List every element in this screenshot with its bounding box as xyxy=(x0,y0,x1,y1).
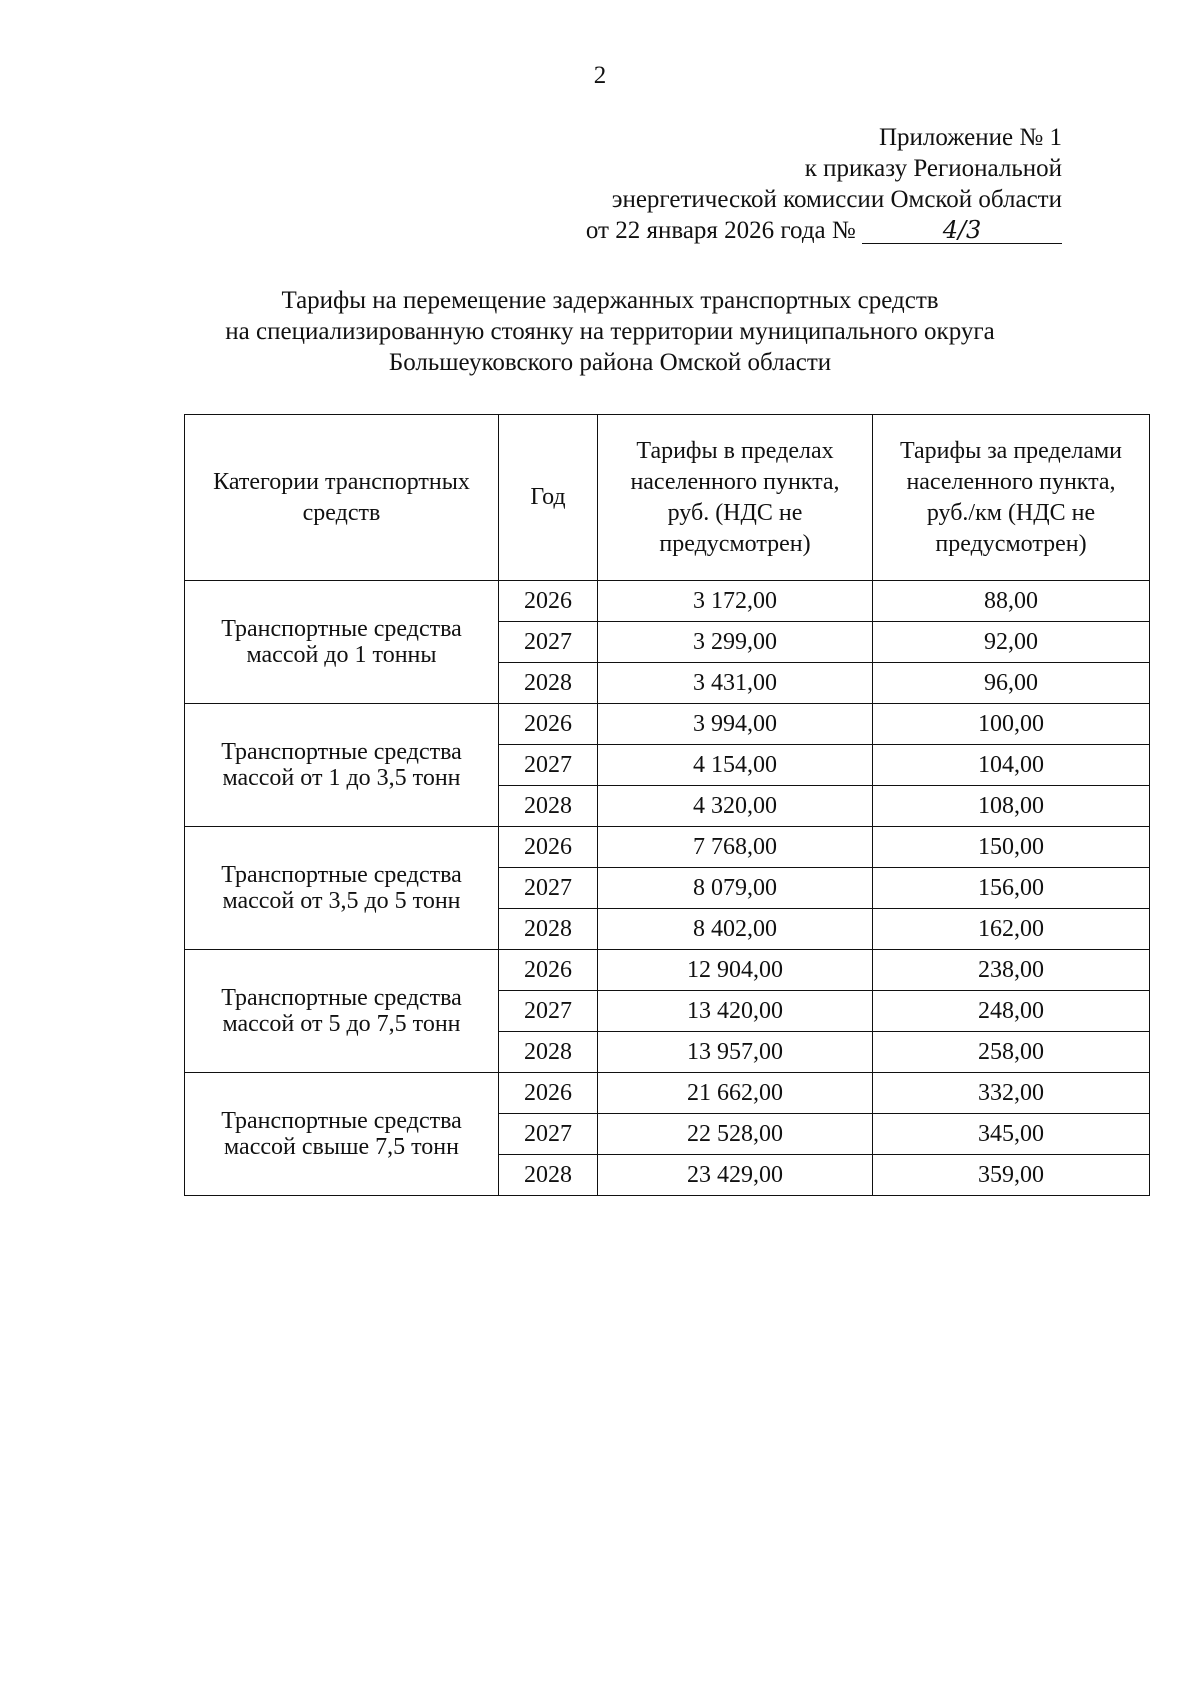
cell-tariff-outside: 162,00 xyxy=(873,909,1150,950)
appendix-title: Приложение № 1 xyxy=(878,124,1062,151)
header-tariff-within: Тарифы в пределах населенного пункта, руб. (НДС не предусмотрен) xyxy=(598,415,873,581)
table-row xyxy=(185,1073,1150,1114)
cell-year: 2026 xyxy=(499,827,598,868)
header-category: Категории транспортных средств xyxy=(185,415,499,581)
title-line-1: Тарифы на перемещение задержанных транспортных средств xyxy=(281,287,939,314)
title-line-2: на специализированную стоянку на территории муниципального округа xyxy=(225,318,995,345)
cell-tariff-outside: 345,00 xyxy=(873,1114,1150,1155)
appendix-date-line xyxy=(586,215,1062,246)
cell-year: 2028 xyxy=(499,786,598,827)
appendix-date: от 22 января 2026 года № xyxy=(585,217,856,244)
cell-tariff-within: 7 768,00 xyxy=(598,827,873,868)
cell-tariff-within: 8 402,00 xyxy=(598,909,873,950)
document-title xyxy=(0,285,1200,378)
cell-tariff-within: 22 528,00 xyxy=(598,1114,873,1155)
cell-tariff-within: 21 662,00 xyxy=(598,1073,873,1114)
table-header-row xyxy=(185,415,1150,581)
cell-tariff-within: 3 994,00 xyxy=(598,704,873,745)
cell-tariff-within: 3 172,00 xyxy=(598,581,873,622)
cell-year: 2028 xyxy=(499,1155,598,1196)
cell-tariff-outside: 156,00 xyxy=(873,868,1150,909)
cell-year: 2027 xyxy=(499,991,598,1032)
page-number: 2 xyxy=(593,62,607,89)
table-row xyxy=(185,704,1150,745)
cell-year: 2026 xyxy=(499,1073,598,1114)
cell-tariff-outside: 248,00 xyxy=(873,991,1150,1032)
cell-tariff-within: 13 420,00 xyxy=(598,991,873,1032)
table-row xyxy=(185,827,1150,868)
cell-tariff-within: 8 079,00 xyxy=(598,868,873,909)
cell-tariff-outside: 100,00 xyxy=(873,704,1150,745)
cell-category: Транспортные средства массой от 3,5 до 5 тонн xyxy=(185,827,499,950)
appendix-header xyxy=(586,122,1062,246)
cell-tariff-within: 4 154,00 xyxy=(598,745,873,786)
table-row xyxy=(185,950,1150,991)
cell-year: 2028 xyxy=(499,663,598,704)
cell-year: 2028 xyxy=(499,909,598,950)
cell-tariff-outside: 238,00 xyxy=(873,950,1150,991)
cell-tariff-outside: 359,00 xyxy=(873,1155,1150,1196)
cell-tariff-within: 4 320,00 xyxy=(598,786,873,827)
cell-year: 2028 xyxy=(499,1032,598,1073)
appendix-order-ref: к приказу Региональной xyxy=(804,155,1062,182)
cell-year: 2026 xyxy=(499,950,598,991)
cell-tariff-outside: 88,00 xyxy=(873,581,1150,622)
cell-category: Транспортные средства массой от 1 до 3,5 тонн xyxy=(185,704,499,827)
cell-tariff-within: 3 299,00 xyxy=(598,622,873,663)
cell-tariff-outside: 108,00 xyxy=(873,786,1150,827)
cell-year: 2027 xyxy=(499,868,598,909)
order-number: 4/3 xyxy=(862,217,1062,244)
header-year: Год xyxy=(499,415,598,581)
cell-category: Транспортные средства массой свыше 7,5 тонн xyxy=(185,1073,499,1196)
cell-tariff-within: 23 429,00 xyxy=(598,1155,873,1196)
cell-year: 2027 xyxy=(499,622,598,663)
cell-tariff-outside: 104,00 xyxy=(873,745,1150,786)
cell-tariff-outside: 332,00 xyxy=(873,1073,1150,1114)
cell-tariff-within: 3 431,00 xyxy=(598,663,873,704)
cell-tariff-within: 12 904,00 xyxy=(598,950,873,991)
cell-category: Транспортные средства массой до 1 тонны xyxy=(185,581,499,704)
cell-tariff-outside: 96,00 xyxy=(873,663,1150,704)
cell-category: Транспортные средства массой от 5 до 7,5 тонн xyxy=(185,950,499,1073)
title-line-3: Большеуковского района Омской области xyxy=(388,349,832,376)
cell-year: 2027 xyxy=(499,745,598,786)
cell-tariff-outside: 92,00 xyxy=(873,622,1150,663)
cell-tariff-outside: 258,00 xyxy=(873,1032,1150,1073)
cell-tariff-outside: 150,00 xyxy=(873,827,1150,868)
header-tariff-outside: Тарифы за пределами населенного пункта, руб./км (НДС не предусмотрен) xyxy=(873,415,1150,581)
table-row xyxy=(185,581,1150,622)
cell-year: 2026 xyxy=(499,581,598,622)
tariff-table xyxy=(184,414,1150,1196)
cell-year: 2027 xyxy=(499,1114,598,1155)
table-body xyxy=(185,581,1150,1196)
cell-tariff-within: 13 957,00 xyxy=(598,1032,873,1073)
appendix-commission: энергетической комиссии Омской области xyxy=(611,186,1062,213)
cell-year: 2026 xyxy=(499,704,598,745)
